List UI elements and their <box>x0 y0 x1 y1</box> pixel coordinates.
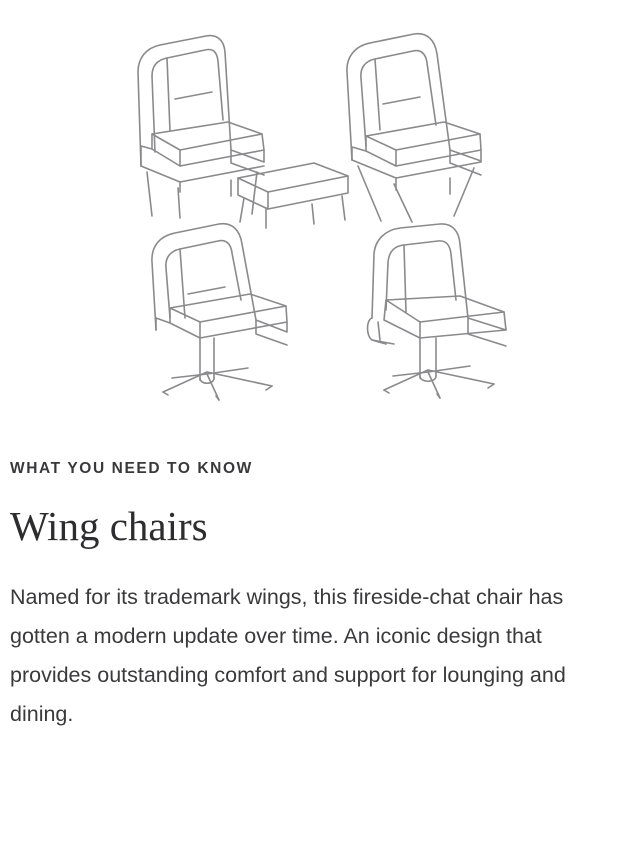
section-eyebrow: WHAT YOU NEED TO KNOW <box>10 460 253 477</box>
chair-wing-wood-legs-icon <box>347 34 481 222</box>
chair-swivel-wing-angled-icon <box>368 224 507 398</box>
article-content <box>0 460 640 734</box>
chair-swivel-wing-icon <box>152 224 287 400</box>
chair-wing-with-ottoman-icon <box>138 36 264 218</box>
article-body-text: Named for its trademark wings, this fireside-chat chair has gotten a modern update over time. An iconic design that provides outstanding comfort and support for lounging and dining. <box>10 584 566 727</box>
page-title: Wing chairs <box>10 502 208 549</box>
